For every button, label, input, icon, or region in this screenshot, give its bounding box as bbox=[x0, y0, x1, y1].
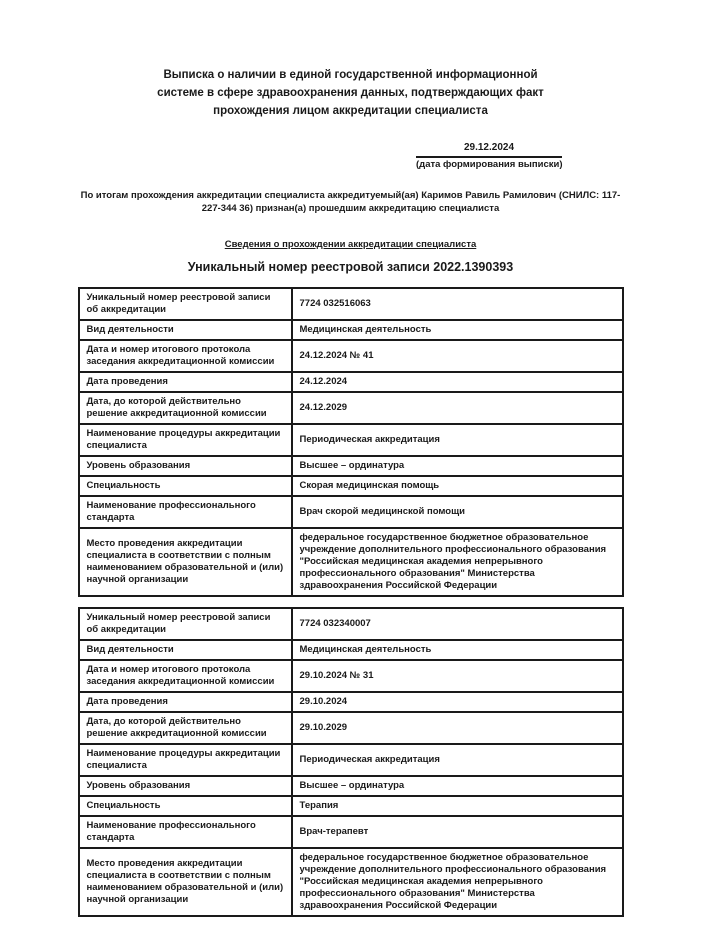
table-row bbox=[79, 456, 623, 476]
table-row bbox=[79, 372, 623, 392]
row-label: Наименование процедуры аккредитации специалиста bbox=[79, 424, 292, 456]
table-row bbox=[79, 320, 623, 340]
table-row bbox=[79, 692, 623, 712]
row-label: Дата проведения bbox=[79, 692, 292, 712]
document-title-line: Выписка о наличии в единой государственной информационной bbox=[163, 69, 538, 81]
row-value: 29.10.2029 bbox=[292, 712, 623, 744]
table-row bbox=[79, 816, 623, 848]
table-row bbox=[79, 424, 623, 456]
table-row bbox=[79, 288, 623, 320]
table-row bbox=[79, 776, 623, 796]
row-value: Высшее – ординатура bbox=[292, 456, 623, 476]
table-row bbox=[79, 496, 623, 528]
table-row bbox=[79, 528, 623, 596]
row-value: Терапия bbox=[292, 796, 623, 816]
accreditation-summary: По итогам прохождения аккредитации специалиста аккредитуемый(ая) Каримов Равиль Рамилович (СНИЛС: 117-227-344 36) признан(а) прошедшим аккредитацию специалиста bbox=[80, 190, 621, 214]
document-title-line: системе в сфере здравоохранения данных, подтверждающих факт bbox=[157, 87, 544, 99]
row-value: 29.10.2024 № 31 bbox=[292, 660, 623, 692]
table-row bbox=[79, 640, 623, 660]
table-row bbox=[79, 476, 623, 496]
table-row bbox=[79, 660, 623, 692]
registry-number-heading: Уникальный номер реестровой записи 2022.1390393 bbox=[187, 260, 514, 274]
row-value: 24.12.2024 bbox=[292, 372, 623, 392]
row-label: Место проведения аккредитации специалиста в соответствии с полным наименованием образовательной и (или) научной организации bbox=[79, 528, 292, 596]
row-label: Дата, до которой действительно решение аккредитационной комиссии bbox=[79, 392, 292, 424]
generation-date-caption: (дата формирования выписки) bbox=[416, 159, 563, 170]
document-title bbox=[111, 66, 591, 120]
row-value: 29.10.2024 bbox=[292, 692, 623, 712]
row-value: Медицинская деятельность bbox=[292, 640, 623, 660]
row-value: Врач-терапевт bbox=[292, 816, 623, 848]
row-value: Периодическая аккредитация bbox=[292, 424, 623, 456]
table-row bbox=[79, 608, 623, 640]
row-value: Медицинская деятельность bbox=[292, 320, 623, 340]
row-value: Скорая медицинская помощь bbox=[292, 476, 623, 496]
row-label: Дата и номер итогового протокола заседания аккредитационной комиссии bbox=[79, 660, 292, 692]
table-row bbox=[79, 392, 623, 424]
section-heading: Сведения о прохождении аккредитации специалиста bbox=[224, 239, 477, 250]
row-value: 7724 032516063 bbox=[292, 288, 623, 320]
row-value: 24.12.2029 bbox=[292, 392, 623, 424]
row-value: 24.12.2024 № 41 bbox=[292, 340, 623, 372]
row-value: Врач скорой медицинской помощи bbox=[292, 496, 623, 528]
table-row bbox=[79, 744, 623, 776]
row-label: Дата и номер итогового протокола заседания аккредитационной комиссии bbox=[79, 340, 292, 372]
row-label: Наименование профессионального стандарта bbox=[79, 496, 292, 528]
row-value: федеральное государственное бюджетное образовательное учреждение дополнительного профессионального образования "Российская медицинская академия непрерывного профессионального образования" Министерства здравоохранения Российской Федерации bbox=[292, 848, 623, 916]
row-value: 7724 032340007 bbox=[292, 608, 623, 640]
row-value: федеральное государственное бюджетное образовательное учреждение дополнительного профессионального образования "Российская медицинская академия непрерывного профессионального образования" Министерства здравоохранения Российской Федерации bbox=[292, 528, 623, 596]
table-row bbox=[79, 848, 623, 916]
generation-date: 29.12.2024 bbox=[416, 142, 562, 158]
row-label: Специальность bbox=[79, 476, 292, 496]
row-label: Уровень образования bbox=[79, 776, 292, 796]
row-label: Вид деятельности bbox=[79, 640, 292, 660]
table-row bbox=[79, 340, 623, 372]
row-label: Уникальный номер реестровой записи об аккредитации bbox=[79, 608, 292, 640]
table-row bbox=[79, 796, 623, 816]
document-title-line: прохождения лицом аккредитации специалиста bbox=[213, 105, 488, 117]
accreditation-table-2 bbox=[78, 607, 624, 917]
table-row bbox=[79, 712, 623, 744]
row-label: Дата проведения bbox=[79, 372, 292, 392]
row-label: Место проведения аккредитации специалиста в соответствии с полным наименованием образовательной и (или) научной организации bbox=[79, 848, 292, 916]
row-label: Уникальный номер реестровой записи об аккредитации bbox=[79, 288, 292, 320]
row-value: Высшее – ординатура bbox=[292, 776, 623, 796]
row-label: Дата, до которой действительно решение аккредитационной комиссии bbox=[79, 712, 292, 744]
row-label: Наименование профессионального стандарта bbox=[79, 816, 292, 848]
accreditation-table-1 bbox=[78, 287, 624, 597]
generation-date-block bbox=[416, 142, 562, 171]
row-label: Уровень образования bbox=[79, 456, 292, 476]
document-page bbox=[0, 66, 701, 947]
row-value: Периодическая аккредитация bbox=[292, 744, 623, 776]
row-label: Вид деятельности bbox=[79, 320, 292, 340]
row-label: Специальность bbox=[79, 796, 292, 816]
row-label: Наименование процедуры аккредитации специалиста bbox=[79, 744, 292, 776]
